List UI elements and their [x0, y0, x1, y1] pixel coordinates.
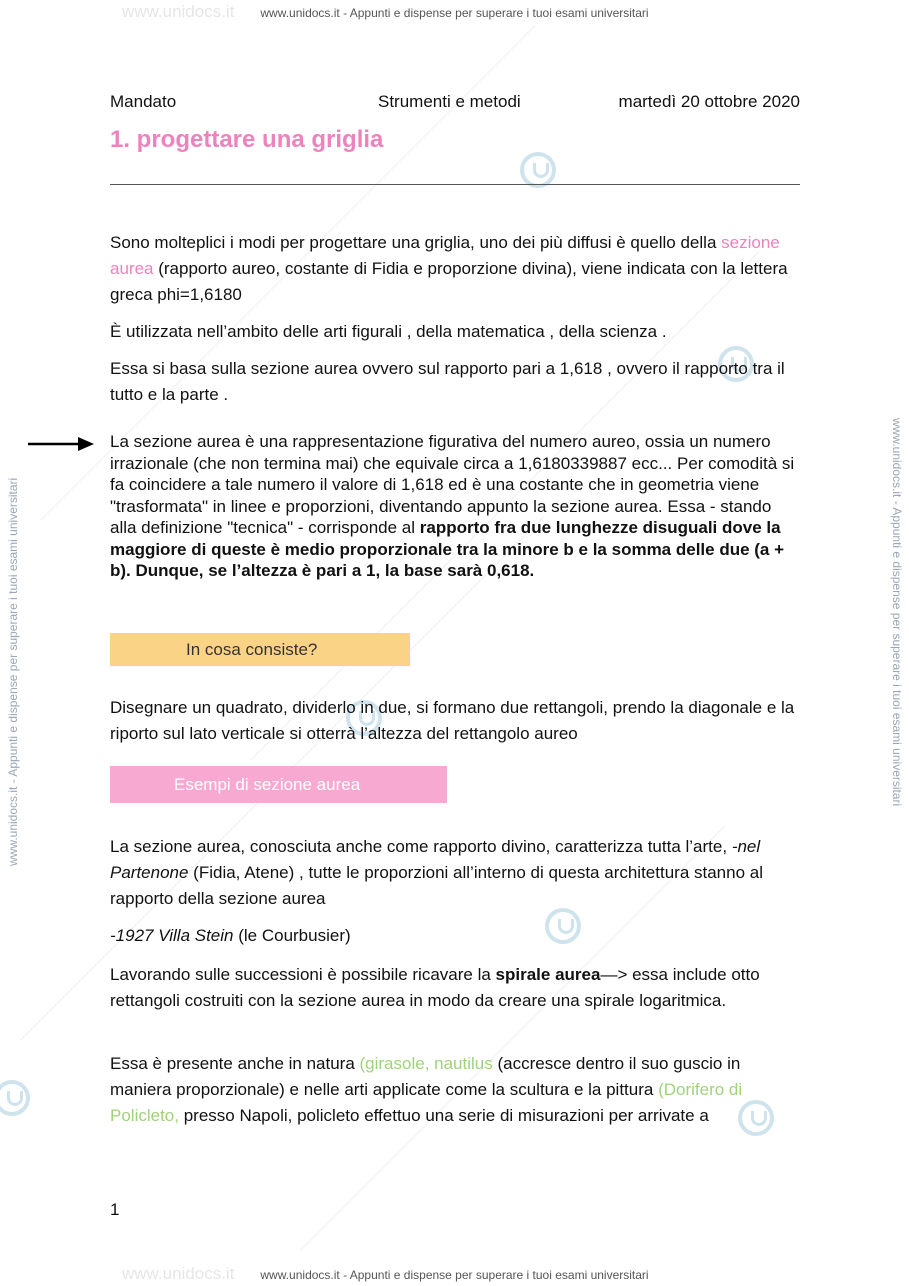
header-subject: Strumenti e metodi — [378, 92, 521, 111]
watermark-right: www.unidocs.it - Appunti e dispense per superare i tuoi esami universitari — [890, 418, 904, 807]
intro-text-continued: (rapporto aureo, costante di Fidia e proporzione divina), viene indicata con la lettera greca phi=1,6180 — [110, 259, 788, 304]
unidocs-logo-icon — [0, 1080, 30, 1116]
paragraph-construction: Disegnare un quadrato, dividerlo in due, si formano due rettangoli, prendo la diagonale e la riporto sul lato verticale si otterrà l’altezza del rettangolo aureo — [110, 698, 795, 743]
nature-text: Essa è presente anche in natura — [110, 1054, 360, 1073]
spiral-text-continued: —> essa include otto rettangoli costruiti con la sezione aurea in modo da creare una spirale logaritmica. — [110, 965, 760, 1010]
definition-text: La sezione aurea è una rappresentazione figurativa del numero aureo, ossia un numero irrazionale (che non termina mai) che equivale circa a 1,6180339887 ecc... Per comodità si fa coincidere a tale numero il valore di 1,618 ed è una costante che in geometria viene "trasformata" in linee e proporzioni, diventando appunto la sezione aurea. Essa - stando alla definizione "tecnica" - corrisponde al — [110, 432, 795, 537]
nature-text-continued: (accresce dentro il suo guscio in maniera proporzionale) e nelle arti applicate come la scultura e la pittura — [110, 1054, 741, 1099]
art-example-highlight: (Dorifero di Policleto, — [110, 1080, 743, 1125]
spiral-bold: spirale aurea — [495, 965, 601, 984]
definition-bold: rapporto fra due lunghezze disuguali dove la maggiore di queste è medio proporzionale tra la minore b e la somma delle due (a + b). Dunque, se l’altezza è pari a 1, la base sarà 0,618. — [110, 518, 785, 580]
examples-text-continued: (Fidia, Atene) , tutte le proporzioni all’interno di questa architettura stanno al rapporto della sezione aurea — [110, 863, 763, 908]
paragraph-usage: È utilizzata nell’ambito delle arti figurali , della matematica , della scienza . — [110, 322, 667, 341]
title-divider — [110, 184, 800, 185]
header-section: Mandato — [110, 92, 177, 111]
examples-text: La sezione aurea, conosciuta anche come rapporto divino, caratterizza tutta l’arte, — [110, 837, 728, 856]
villa-stein-italic: -1927 Villa Stein — [110, 926, 234, 945]
watermark-left: www.unidocs.it - Appunti e dispense per superare i tuoi esami universitari — [6, 477, 20, 866]
section-box-esempi — [110, 766, 447, 803]
paragraph-villa-stein — [110, 923, 802, 949]
spiral-text: Lavorando sulle successioni è possibile ricavare la — [110, 965, 496, 984]
section-heading: Esempi di sezione aurea — [174, 774, 361, 794]
partenone-italic: -nel Partenone — [110, 837, 761, 882]
paragraph-definition — [110, 431, 802, 582]
paragraph-nature — [110, 1051, 802, 1129]
watermark-faint-text: www.unidocs.it — [122, 1264, 235, 1283]
page-number: 1 — [110, 1200, 120, 1219]
watermark-top: www.unidocs.it - Appunti e dispense per superare i tuoi esami universitari — [260, 6, 649, 20]
paragraph-intro — [110, 230, 802, 308]
intro-text: Sono molteplici i modi per progettare una griglia, uno dei più diffusi è quello della — [110, 233, 717, 252]
sezione-aurea-highlight: sezione aurea — [110, 233, 780, 278]
paragraph-examples — [110, 834, 802, 912]
nature-examples-highlight: (girasole, nautilus — [359, 1054, 493, 1073]
watermark-bottom: www.unidocs.it - Appunti e dispense per superare i tuoi esami universitari — [260, 1268, 649, 1282]
paragraph-spiral — [110, 962, 802, 1014]
arrow-right-icon — [28, 436, 94, 452]
header-date: martedì 20 ottobre 2020 — [618, 92, 800, 111]
villa-stein-author: (le Courbusier) — [233, 926, 351, 945]
watermark-faint-text: www.unidocs.it — [122, 2, 235, 21]
nature-text-end: presso Napoli, policleto effettuo una serie di misurazioni per arrivate a — [178, 1106, 709, 1125]
paragraph-ratio: Essa si basa sulla sezione aurea ovvero sul rapporto pari a 1,618 , ovvero il rapporto tra il tutto e la parte . — [110, 359, 785, 404]
unidocs-logo-icon — [520, 152, 556, 188]
section-box-in-cosa-consiste — [110, 633, 410, 666]
page-title: 1. progettare una griglia — [110, 126, 384, 153]
section-heading: In cosa consiste? — [186, 639, 318, 659]
